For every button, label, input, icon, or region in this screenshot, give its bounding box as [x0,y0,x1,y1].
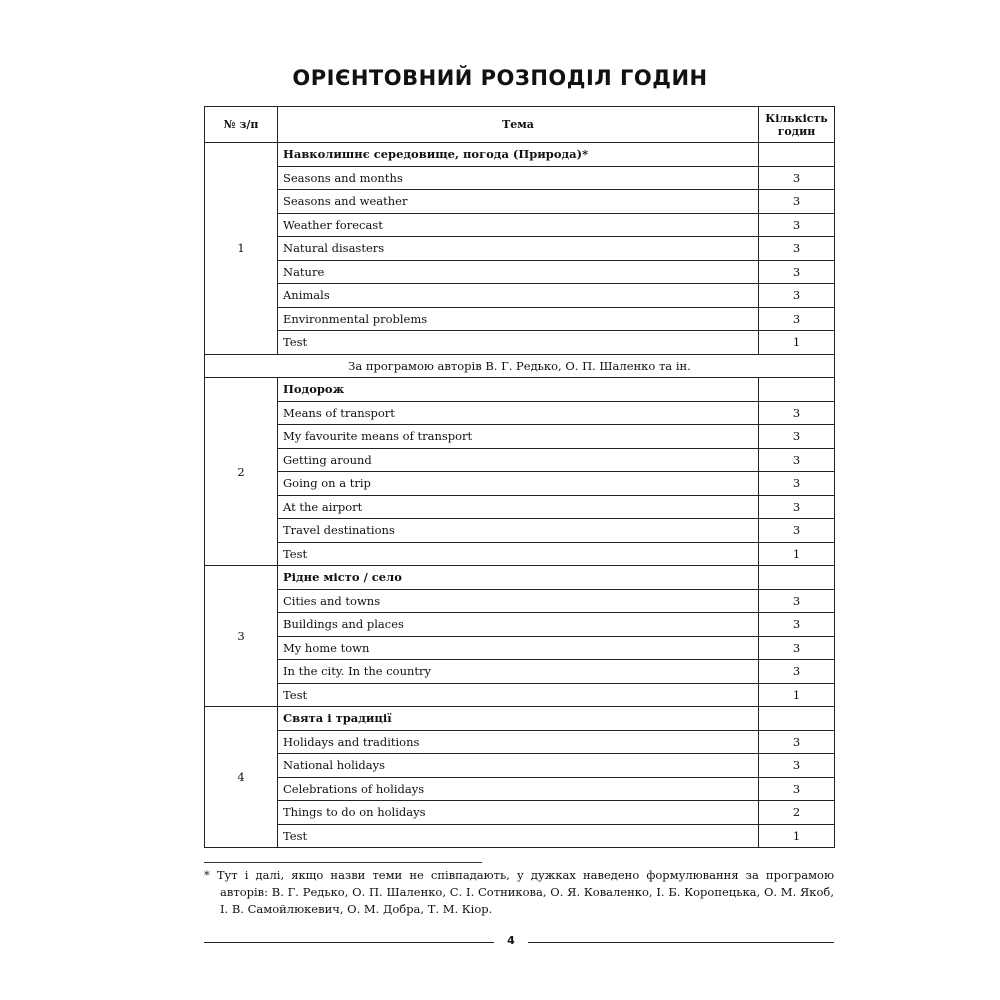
header-num: № з/п [205,107,278,143]
table-body [205,143,835,848]
topic-cell: Things to do on holidays [278,801,759,825]
table-row [205,589,835,613]
section-hours [759,707,835,731]
table-row [205,636,835,660]
footnote: * Тут і далі, якщо назви теми не співпадають, у дужках наведено формулювання за програмою авторів: В. Г. Редько, О. П. Шаленко, С. І. Сотникова, О. Я. Коваленко, І. Б. Коропецька, О. М. Якоб, І. В. Самойлюкевич, О. М. Добра, Т. М. Кіор. [204,868,834,916]
table-row [205,425,835,449]
page-rule-left [204,942,494,943]
topic-cell: Cities and towns [278,589,759,613]
table-row [205,190,835,214]
section-hours [759,143,835,167]
hours-cell: 3 [759,495,835,519]
topic-cell: Test [278,331,759,355]
topic-cell: Test [278,542,759,566]
hours-cell: 3 [759,401,835,425]
hours-cell: 3 [759,472,835,496]
hours-cell: 3 [759,237,835,261]
topic-cell: Going on a trip [278,472,759,496]
hours-cell: 3 [759,519,835,543]
topic-cell: National holidays [278,754,759,778]
hours-cell: 1 [759,331,835,355]
section-number: 1 [205,143,278,355]
section-row [205,707,835,731]
section-row [205,378,835,402]
page-number: 4 [507,934,515,947]
topic-cell: Means of transport [278,401,759,425]
topic-cell: Test [278,824,759,848]
table-header-row [205,107,835,143]
topic-cell: Test [278,683,759,707]
table-row [205,683,835,707]
section-title: Навколишнє середовище, погода (Природа)* [278,143,759,167]
topic-cell: Celebrations of holidays [278,777,759,801]
hours-cell: 1 [759,683,835,707]
hours-distribution-table [204,106,835,848]
topic-cell: Travel destinations [278,519,759,543]
topic-cell: Seasons and weather [278,190,759,214]
hours-cell: 1 [759,542,835,566]
section-title: Рідне місто / село [278,566,759,590]
table-row [205,213,835,237]
section-title: Свята і традиції [278,707,759,731]
hours-cell: 3 [759,166,835,190]
table-row [205,331,835,355]
table-row [205,754,835,778]
table-row [205,472,835,496]
table-row [205,495,835,519]
topic-cell: My favourite means of transport [278,425,759,449]
topic-cell: Buildings and places [278,613,759,637]
hours-cell: 3 [759,589,835,613]
hours-cell: 3 [759,190,835,214]
section-row [205,566,835,590]
section-hours [759,378,835,402]
hours-cell: 3 [759,260,835,284]
hours-cell: 3 [759,425,835,449]
topic-cell: Environmental problems [278,307,759,331]
table-row [205,448,835,472]
table-row [205,284,835,308]
topic-cell: In the city. In the country [278,660,759,684]
section-title: Подорож [278,378,759,402]
topic-cell: Animals [278,284,759,308]
table-row [205,730,835,754]
topic-cell: My home town [278,636,759,660]
hours-cell: 3 [759,213,835,237]
section-hours [759,566,835,590]
topic-cell: Holidays and traditions [278,730,759,754]
section-number: 2 [205,378,278,566]
table-row [205,237,835,261]
hours-cell: 3 [759,636,835,660]
table-row [205,801,835,825]
section-number: 3 [205,566,278,707]
hours-cell: 3 [759,777,835,801]
header-topic: Тема [278,107,759,143]
hours-cell: 2 [759,801,835,825]
hours-cell: 3 [759,660,835,684]
table-row [205,613,835,637]
table-row [205,519,835,543]
topic-cell: Weather forecast [278,213,759,237]
table-row [205,401,835,425]
program-note: За програмою авторів В. Г. Редько, О. П. Шаленко та ін. [205,354,835,378]
hours-cell: 3 [759,613,835,637]
table-row [205,307,835,331]
hours-cell: 3 [759,307,835,331]
note-row [205,354,835,378]
hours-cell: 3 [759,284,835,308]
section-row [205,143,835,167]
topic-cell: At the airport [278,495,759,519]
table-row [205,777,835,801]
hours-cell: 3 [759,730,835,754]
hours-cell: 3 [759,754,835,778]
topic-cell: Nature [278,260,759,284]
header-hours: Кількість годин [759,107,835,143]
section-number: 4 [205,707,278,848]
table-row [205,542,835,566]
page-title: ОРІЄНТОВНИЙ РОЗПОДІЛ ГОДИН [292,66,708,90]
table-row [205,260,835,284]
hours-cell: 3 [759,448,835,472]
table-row [205,660,835,684]
topic-cell: Seasons and months [278,166,759,190]
topic-cell: Getting around [278,448,759,472]
topic-cell: Natural disasters [278,237,759,261]
footnote-divider [204,862,482,863]
table-row [205,824,835,848]
hours-cell: 1 [759,824,835,848]
table-row [205,166,835,190]
page-rule-right [528,942,834,943]
